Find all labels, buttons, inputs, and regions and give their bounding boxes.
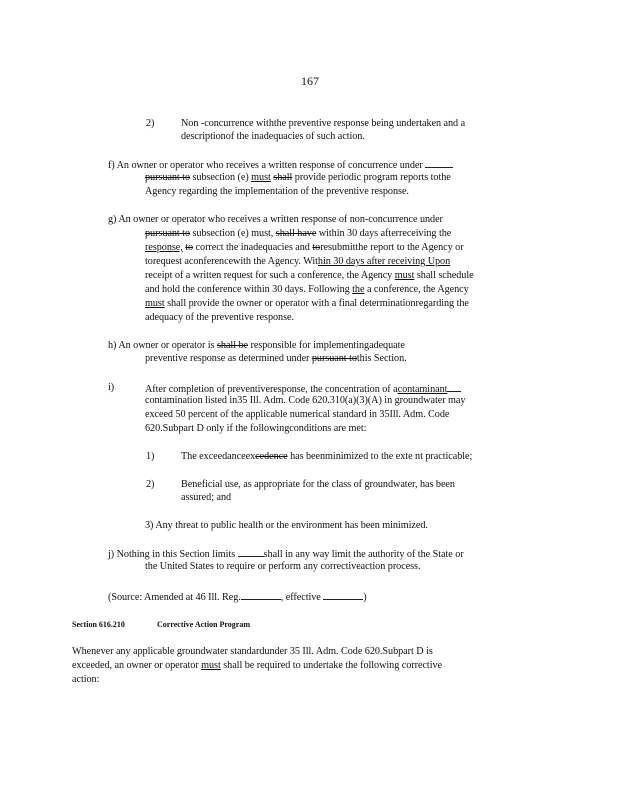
- condition-3-text: 3) Any threat to public health or the environment has been minimized.: [145, 520, 428, 531]
- inserted-text: must: [251, 172, 271, 183]
- deleted-text: shall be: [217, 340, 249, 351]
- inserted-text: must: [145, 298, 165, 309]
- deleted-text: pursuant to: [145, 172, 191, 183]
- para-g-line-6: and hold the conference within 30 days. Following the a conference, the Agency: [145, 284, 469, 295]
- para-f-line-3: Agency regarding the implementation of the preventive response.: [145, 186, 409, 197]
- deleted-text: shall: [273, 172, 293, 183]
- page-number: 167: [301, 74, 319, 88]
- deleted-text: pursuant to: [311, 353, 357, 364]
- para-g-line-8: adequacy of the preventive response.: [145, 312, 294, 323]
- para-g-line-5: receipt of a written request for such a conference, the Agency must shall schedule: [145, 270, 474, 281]
- inserted-text: the: [352, 284, 365, 295]
- para-i-line-1: After completion of preventiveresponse, the concentration of acontaminant: [145, 382, 461, 396]
- inserted-text: must: [394, 270, 415, 281]
- item-2-marker: 2): [146, 118, 155, 129]
- para-j-line-1: j) Nothing in this Section limits shall in any way limit the authority of the State or: [108, 549, 464, 560]
- para-j-line-2: the United States to require or perform any correctiveaction process.: [145, 561, 421, 572]
- para-f-line-1: f) An owner or operator who receives a written response of concurrence under: [108, 158, 453, 172]
- deleted-text: to: [312, 242, 321, 253]
- item-2-line-1: Non -concurrence withthe preventive response being undertaken and a: [181, 118, 466, 129]
- inserted-text: must: [201, 660, 221, 671]
- condition-2-marker: 2): [146, 479, 155, 490]
- inserted-text: contaminant: [397, 384, 448, 395]
- para-i-line-3: exceed 50 percent of the applicable numerical standard in 35Ill. Adm. Code: [145, 409, 450, 420]
- deleted-text: cedence: [255, 451, 288, 462]
- para-h-line-2: preventive response as determined under pursuant tothis Section.: [145, 353, 407, 364]
- condition-1-text: The exceedanceexcedence has beenminimized to the exte nt practicable;: [181, 451, 473, 462]
- para-g-line-7: must shall provide the owner or operator with a final determinationregarding the: [145, 298, 469, 309]
- whenever-line-3: action:: [72, 674, 100, 685]
- para-g-line-2: pursuant to subsection (e) must, shall have within 30 days afterreceiving the: [145, 228, 452, 239]
- inserted-text: hin 30 days after receiving Upon: [317, 256, 451, 267]
- whenever-line-1: Whenever any applicable groundwater standardunder 35 Ill. Adm. Code 620.Subpart D is: [72, 646, 433, 657]
- para-g-line-3: response, to correct the inadequacies and toresubmitthe report to the Agency or: [145, 242, 464, 253]
- deleted-text: shall have: [275, 228, 317, 239]
- condition-2-line-1: Beneficial use, as appropriate for the class of groundwater, has been: [181, 479, 455, 490]
- para-g-line-4: torequest aconferencewith the Agency. Within 30 days after receiving Upon: [145, 256, 451, 267]
- whenever-line-2: exceeded, an owner or operator must shall be required to undertake the following corrective: [72, 660, 442, 671]
- deleted-text: to: [185, 242, 194, 253]
- para-i-line-2: contamination listed in35 Ill. Adm. Code 620.310(a)(3)(A) in groundwater may: [145, 395, 466, 406]
- para-f-line-2: pursuant to subsection (e) must shall provide periodic program reports tothe: [145, 172, 451, 183]
- condition-2-line-2: assured; and: [181, 492, 232, 503]
- item-2-line-2: descriptionof the inadequacies of such action.: [181, 131, 365, 142]
- section-title: Corrective Action Program: [157, 620, 251, 629]
- condition-1-marker: 1): [146, 451, 155, 462]
- deleted-text: pursuant to: [145, 228, 191, 239]
- section-number: Section 616.210: [72, 620, 125, 629]
- para-i-line-4: 620.Subpart D only if the followingconditions are met:: [145, 423, 367, 434]
- para-g-line-1: g) An owner or operator who receives a written response of non-concurrence under: [108, 214, 443, 225]
- para-i-marker: i): [108, 382, 115, 393]
- para-h-line-1: h) An owner or operator is shall be responsible for implementingadequate: [108, 340, 405, 351]
- inserted-text: response,: [145, 242, 183, 253]
- source-note: (Source: Amended at 46 Ill. Reg. , effective ): [108, 592, 367, 603]
